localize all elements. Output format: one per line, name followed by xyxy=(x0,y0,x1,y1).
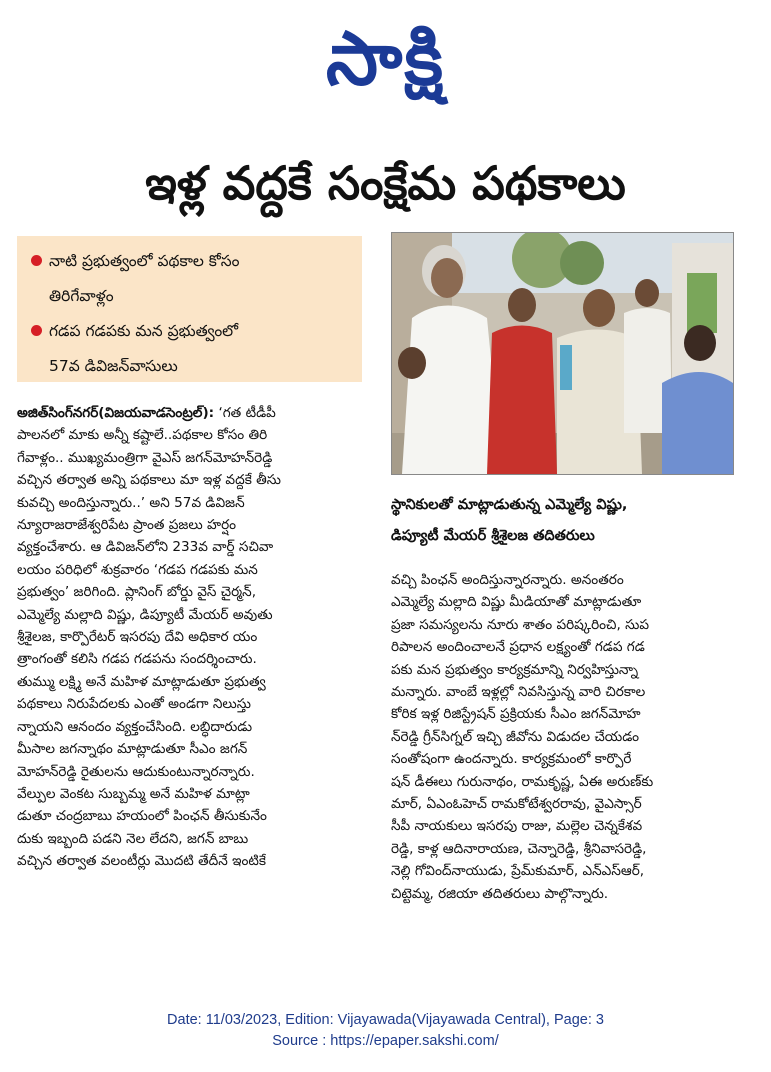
body-line: సీపీ నాయకులు ఇసరపు రాజు, మల్లెల చెన్నకేశవ xyxy=(391,818,643,835)
body-line: దుకు ఇబ్బంది పడని నెల లేదని, జగన్ బాబు xyxy=(17,830,249,847)
bullet-icon xyxy=(31,325,42,336)
masthead xyxy=(0,0,771,110)
body-line: డుతూ చంద్రబాబు హయంలో పింఛన్ తీసుకునేం xyxy=(17,808,267,825)
body-line: ప్రభుత్వం’ జరిగింది. ప్లానింగ్ బోర్డు వైస్ చైర్మన్, xyxy=(17,584,257,601)
body-line: వచ్చిన తర్వాత అన్ని పథకాలు మా ఇళ్ల వద్దకే తీసు xyxy=(17,472,281,489)
article-body-left xyxy=(17,402,370,873)
body-line: రిపాలన అందించాలనే ప్రధాన లక్ష్యంతో గడప గడ xyxy=(391,639,645,656)
dateline: అజిత్‌సింగ్‌నగర్(విజయవాడసెంట్రల్): xyxy=(17,405,215,421)
body-line: ఎమ్మెల్యే మల్లాది విష్ణు మీడియాతో మాట్లాడుతూ xyxy=(391,594,642,611)
body-line: న్‌రెడ్డి గ్రీన్‌సిగ్నల్ ఇచ్చి జీవోను విడుదల చేయడం xyxy=(391,728,640,745)
highlight-line: నాటి ప్రభుత్వంలో పథకాల కోసం xyxy=(49,252,240,270)
body-line: మోహన్‌రెడ్డి రైతులను ఆదుకుంటున్నారన్నారు. xyxy=(17,763,255,780)
article-body-right xyxy=(391,569,734,905)
highlight-line: గడప గడపకు మన ప్రభుత్వంలో xyxy=(49,322,239,340)
caption-line: డిప్యూటీ మేయర్ శ్రీశైలజ తదితరులు xyxy=(391,528,595,544)
body-line: షన్ డీఈలు గురునాథం, రామకృష్ణ, ఏఈ అరుణ్‌కు xyxy=(391,773,654,790)
body-line: వచ్చిన తర్వాత వలంటీర్లు మొదటి తేదీనే ఇంటికే xyxy=(17,853,266,870)
body-line: రెడ్డి, కాళ్ల ఆదినారాయణ, చెన్నారెడ్డి, శ్రీనివాసరెడ్డి, xyxy=(391,840,647,857)
body-line: వేల్పుల వెంకట సుబ్బమ్మ అనే మహిళ మాట్లా xyxy=(17,785,250,802)
body-text: ‘గత టీడీపీ xyxy=(218,405,276,421)
source-link[interactable]: Source : https://epaper.sakshi.com/ xyxy=(272,1033,499,1049)
photo-caption xyxy=(391,490,734,552)
body-line: ప్రజా సమస్యలను నూరు శాతం పరిష్కరించి, సుప xyxy=(391,616,650,633)
article-headline: ఇళ్ల వద్దకే సంక్షేమ పథకాలు xyxy=(145,156,626,210)
body-line: సంతోషంగా ఉందన్నారు. కార్యక్రమంలో కార్పొరే xyxy=(391,751,632,768)
body-line: ఎమ్మెల్యే మల్లాది విష్ణు, డిప్యూటీ మేయర్ అవుతు xyxy=(17,606,273,623)
body-line: మార్, ఏఎంఓహెచ్ రామకోటేశ్వరరావు, వైఎస్సార్ xyxy=(391,796,642,813)
news-photo xyxy=(391,232,734,475)
bullet-icon xyxy=(31,255,42,266)
highlights-box xyxy=(17,236,362,382)
body-line: కువచ్చి అందిస్తున్నారు..’ అని 57వ డివిజన్ xyxy=(17,494,245,511)
body-line: కోరిక ఇళ్ల రిజిస్ట్రేషన్ ప్రక్రియకు సీఎం జగన్‌మోహ xyxy=(391,706,641,723)
body-line: శ్రీశైలజ, కార్పొరేటర్ ఇసరపు దేవి అధికార యం xyxy=(17,629,258,646)
body-line: లయం పరిధిలో శుక్రవారం ‘గడప గడపకు మన xyxy=(17,561,258,578)
sakshi-logo[interactable]: సాక్షి xyxy=(326,16,445,102)
body-line: పకు మన ప్రభుత్వం కార్యక్రమాన్ని నిర్వహిస్తున్నా xyxy=(391,661,639,678)
body-line xyxy=(17,402,370,424)
body-line: గేవాళ్లం.. ముఖ్యమంత్రిగా వైఎస్ జగన్‌మోహన్‌రెడ్డి xyxy=(17,449,273,466)
body-line: మీసాల జగన్నాథం మాట్లాడుతూ సీఎం జగన్ xyxy=(17,741,248,758)
highlight-line: 57వ డివిజన్‌వాసులు xyxy=(49,357,178,375)
edition-info: Date: 11/03/2023, Edition: Vijayawada(Vijayawada Central), Page: 3 xyxy=(167,1012,604,1028)
body-line: వచ్చి పింఛన్ అందిస్తున్నారన్నారు. అనంతరం xyxy=(391,572,624,588)
highlight-line: తిరిగేవాళ్లం xyxy=(49,287,114,305)
body-line: నెల్లి గోవింద్‌నాయుడు, ప్రేమ్‌కుమార్, ఎన్ఎస్ఆర్, xyxy=(391,863,645,880)
caption-line: స్థానికులతో మాట్లాడుతున్న ఎమ్మెల్యే విష్ణు, xyxy=(391,497,628,513)
body-line: పాలనలో మాకు అన్నీ కష్టాలే..పథకాల కోసం తిరి xyxy=(17,427,268,444)
highlight-item xyxy=(31,244,352,314)
body-line: న్యూరాజరాజేశ్వరిపేట ప్రాంత ప్రజలు హర్షం xyxy=(17,517,237,534)
highlight-item xyxy=(31,314,352,384)
body-line: త్రాంగంతో కలిసి గడప గడపను సందర్శించారు. xyxy=(17,651,257,668)
body-line: న్నాయని ఆనందం వ్యక్తంచేసింది. లబ్ధిదారుడు xyxy=(17,718,253,735)
body-line: పథకాలు నిరుపేదలకు ఎంతో అండగా నిలుస్తు xyxy=(17,696,251,713)
body-line: చిట్టెమ్మ, రజియా తదితరులు పాల్గొన్నారు. xyxy=(391,885,609,902)
edition-footer xyxy=(0,1010,771,1052)
news-photo-illustration xyxy=(392,233,733,474)
body-line: వ్యక్తంచేశారు. ఆ డివిజన్‌లోని 233వ వార్డ్ సచివా xyxy=(17,539,274,556)
body-line: తుమ్ము లక్ష్మి అనే మహిళ మాట్లాడుతూ ప్రభుత్వ xyxy=(17,673,266,690)
body-line: మన్నారు. వాంబే ఇళ్లల్లో నివసిస్తున్న వారి చిరకాల xyxy=(391,684,646,701)
